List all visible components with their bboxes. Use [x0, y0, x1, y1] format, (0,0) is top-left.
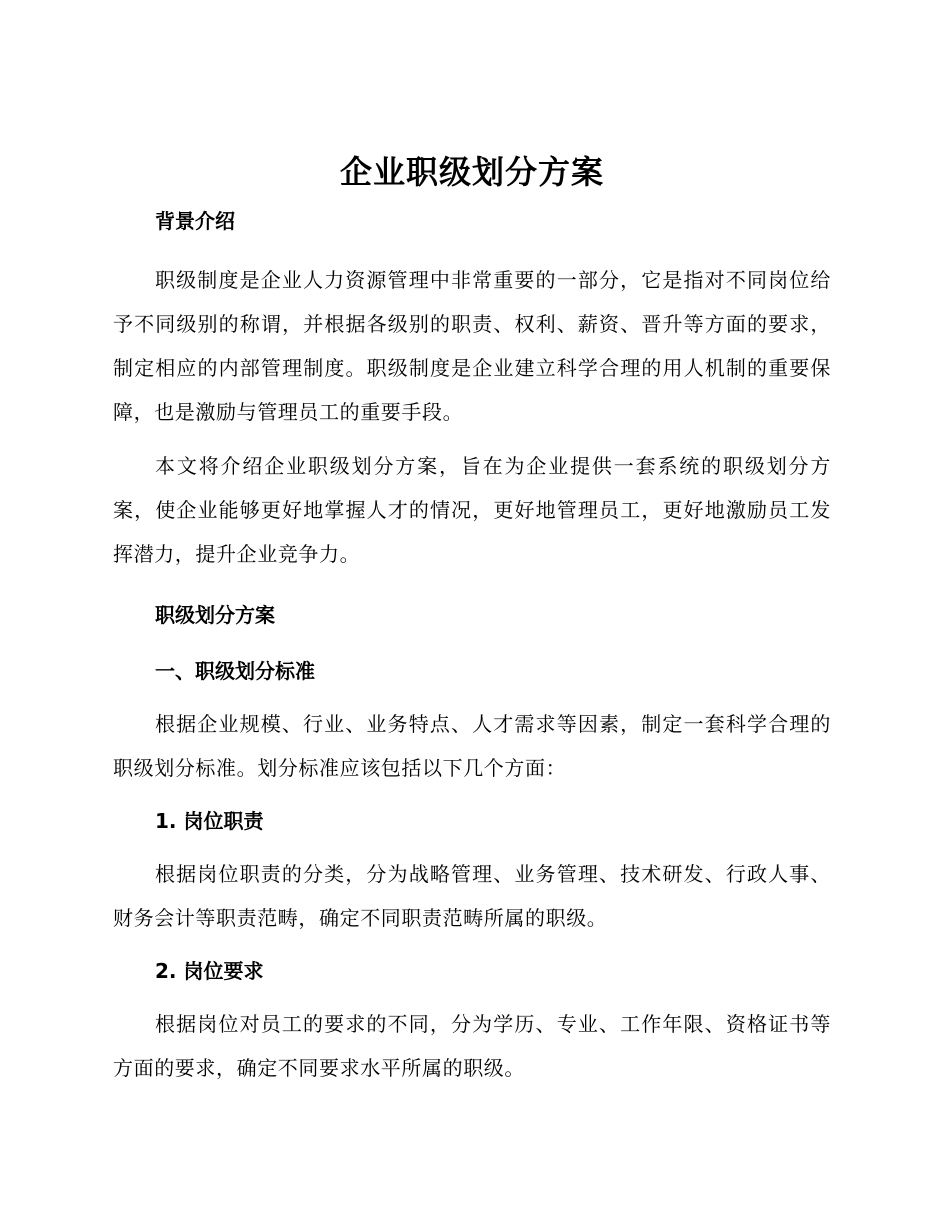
document-title: 企业职级划分方案 [339, 153, 604, 191]
paragraph-background-2: 本文将介绍企业职级划分方案，旨在为企业提供一套系统的职级划分方案，使企业能够更好地掌握人才的情况，更好地管理员工，更好地激励员工发挥潜力，提升企业竞争力。 [113, 454, 831, 566]
heading-duty: 1. 岗位职责 [155, 809, 264, 833]
paragraph-requirement: 根据岗位对员工的要求的不同，分为学历、专业、工作年限、资格证书等方面的要求，确定不同要求水平所属的职级。 [113, 1012, 831, 1080]
heading-requirement: 2. 岗位要求 [155, 959, 264, 983]
heading-standard: 一、职级划分标准 [155, 659, 315, 683]
paragraph-standard: 根据企业规模、行业、业务特点、人才需求等因素，制定一套科学合理的职级划分标准。划分标准应该包括以下几个方面： [113, 712, 831, 780]
paragraph-duty: 根据岗位职责的分类，分为战略管理、业务管理、技术研发、行政人事、财务会计等职责范畴，确定不同职责范畴所属的职级。 [113, 862, 831, 930]
paragraph-background-1: 职级制度是企业人力资源管理中非常重要的一部分，它是指对不同岗位给予不同级别的称谓，并根据各级别的职责、权利、薪资、晋升等方面的要求，制定相应的内部管理制度。职级制度是企业建立科学合理的用人机制的重要保障，也是激励与管理员工的重要手段。 [113, 268, 831, 424]
heading-background: 背景介绍 [155, 209, 235, 233]
document-body [113, 148, 831, 1090]
heading-plan: 职级划分方案 [155, 603, 275, 627]
